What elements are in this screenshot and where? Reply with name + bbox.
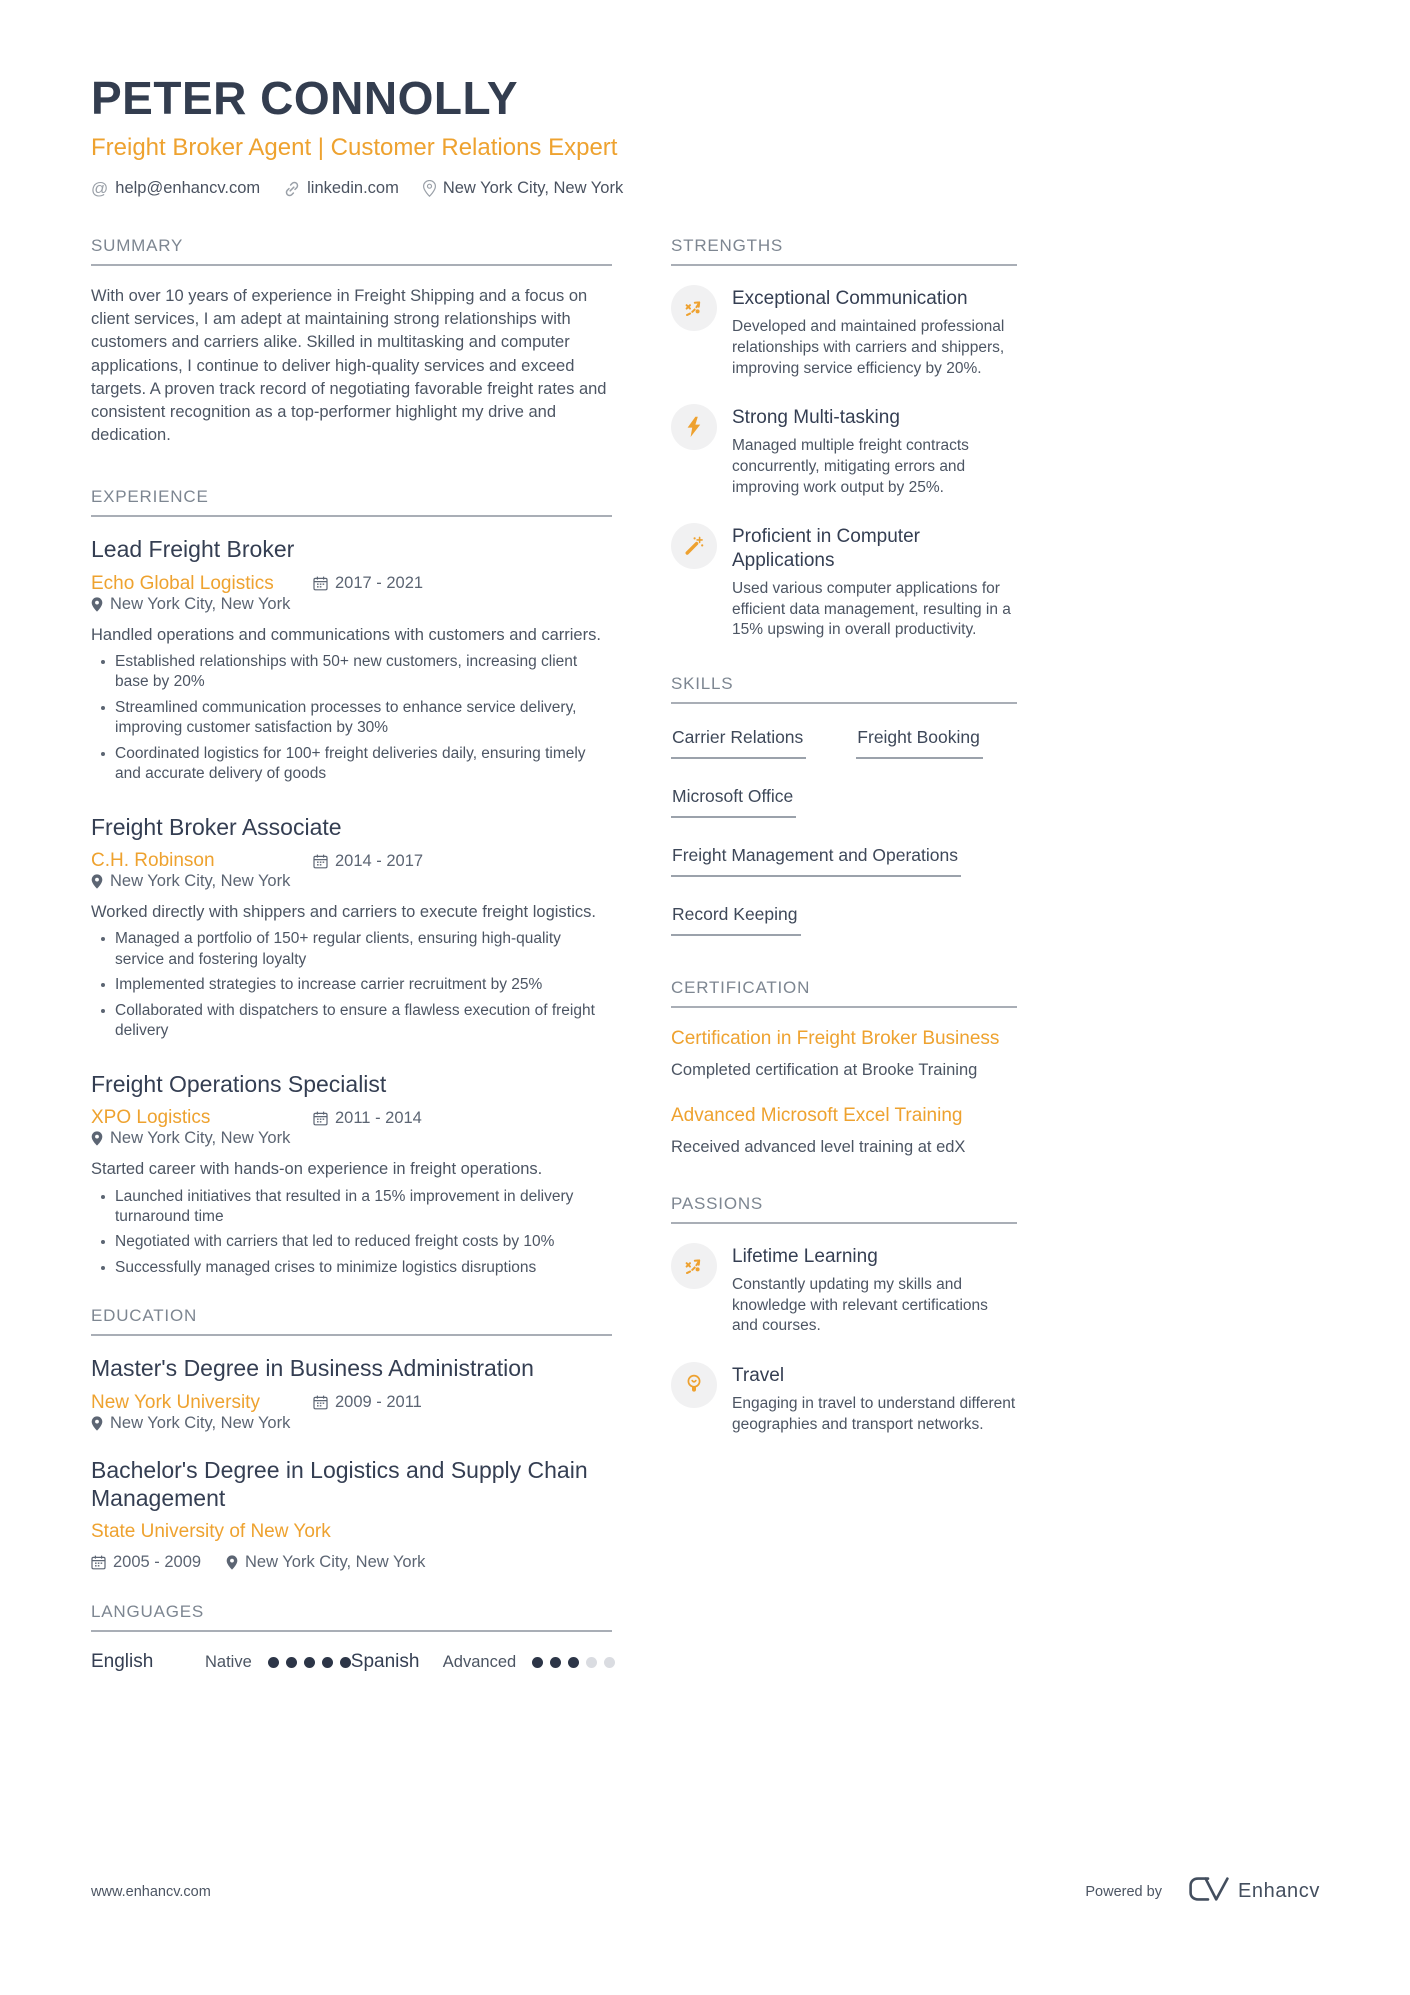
experience-meta-row <box>91 573 612 614</box>
strategy-icon <box>671 1243 717 1289</box>
bullet-item: Collaborated with dispatchers to ensure a flawless execution of freight delivery <box>91 1001 612 1042</box>
passion-text: Constantly updating my skills and knowledge with relevant certifications and courses. <box>732 1275 988 1335</box>
education-meta-row <box>91 1392 612 1433</box>
passions-heading: PASSIONS <box>671 1194 1017 1224</box>
education-degree: Master's Degree in Business Administration <box>91 1355 534 1382</box>
education-item <box>91 1355 612 1433</box>
certification-description: Completed certification at Brooke Training <box>671 1060 978 1079</box>
experience-location: New York City, New York <box>91 1129 290 1148</box>
education-degree: Bachelor's Degree in Logistics and Supply Chain Management <box>91 1456 588 1511</box>
experience-item <box>91 814 612 1042</box>
passion-title: Lifetime Learning <box>732 1246 878 1268</box>
calendar-icon <box>313 1395 328 1410</box>
skill-tag: Freight Management and Operations <box>671 845 961 877</box>
education-meta-row <box>91 1553 612 1572</box>
enhancv-logo[interactable] <box>1188 1876 1320 1907</box>
contact-location <box>423 179 623 198</box>
experience-company: Echo Global Logistics <box>91 572 274 594</box>
bullet-item: Launched initiatives that resulted in a 15% improvement in delivery turnaround time <box>91 1187 612 1228</box>
skills-heading: SKILLS <box>671 674 1017 704</box>
education-heading: EDUCATION <box>91 1306 612 1336</box>
passion-title: Travel <box>732 1365 785 1387</box>
skill-tag: Record Keeping <box>671 904 801 936</box>
link-icon <box>284 181 300 197</box>
summary-text: With over 10 years of experience in Freight Shipping and a focus on client services, I am adept at maintaining strong relationships with customers and carriers alike. Skilled in multitasking and computer applications, I continue to deliver high-quality services and exceed targets. A proven track record of negotiating favorable freight rates and consistent recognition as a top-performer highlight my drive and dedication. <box>91 287 607 444</box>
footer-website[interactable]: www.enhancv.com <box>91 1883 211 1900</box>
contact-link[interactable] <box>284 179 399 198</box>
experience-description: Worked directly with shippers and carriers to execute freight logistics. <box>91 903 596 922</box>
strategy-icon <box>671 285 717 331</box>
right-column <box>671 236 1017 1713</box>
bullet-marker <box>101 1195 105 1199</box>
strength-item <box>671 404 1017 498</box>
education-dates: 2009 - 2011 <box>313 1393 434 1412</box>
education-school: New York University <box>91 1391 260 1413</box>
language-level: Native <box>205 1652 252 1671</box>
experience-heading: EXPERIENCE <box>91 487 612 517</box>
education-school: State University of New York <box>91 1521 331 1543</box>
strength-item <box>671 523 1017 641</box>
strength-title: Proficient in Computer Applications <box>732 526 920 572</box>
passion-body <box>732 1243 1017 1337</box>
certification-title: Advanced Microsoft Excel Training <box>671 1105 963 1127</box>
strength-text: Developed and maintained professional relationships with carriers and shippers, improving service efficiency by 20%. <box>732 318 1005 377</box>
experience-description: Handled operations and communications with customers and carriers. <box>91 625 601 644</box>
passion-text: Engaging in travel to understand different geographies and transport networks. <box>732 1394 1016 1433</box>
certification-item <box>671 1027 1017 1081</box>
experience-job-title: Lead Freight Broker <box>91 535 295 562</box>
candidate-name: PETER CONNOLLY <box>91 72 519 124</box>
location-pin-icon <box>91 1416 103 1431</box>
location-pin-icon <box>91 597 103 612</box>
bullet-marker <box>101 983 105 987</box>
contact-link-text: linkedin.com <box>307 179 399 198</box>
bullet-marker <box>101 937 105 941</box>
language-proficiency-dots <box>532 1657 615 1668</box>
location-pin-icon <box>91 1131 103 1146</box>
experience-dates: 2017 - 2021 <box>313 574 434 593</box>
experience-meta-row <box>91 1107 612 1148</box>
strength-title: Strong Multi-tasking <box>732 407 900 429</box>
certification-section <box>671 978 1017 1158</box>
strength-title: Exceptional Communication <box>732 288 968 310</box>
bullet-marker <box>101 752 105 756</box>
strength-text: Used various computer applications for efficient data management, resulting in a 15% upswing in overall productivity. <box>732 579 1011 639</box>
enhancv-logo-text: Enhancv <box>1237 1880 1320 1902</box>
candidate-job-title: Freight Broker Agent | Customer Relations Expert <box>91 134 618 162</box>
experience-company: C.H. Robinson <box>91 850 215 872</box>
summary-section <box>91 236 612 447</box>
summary-heading: SUMMARY <box>91 236 612 266</box>
bullet-item: Negotiated with carriers that led to reduced freight costs by 10% <box>91 1232 612 1252</box>
certification-description: Received advanced level training at edX <box>671 1137 966 1156</box>
location-pin-icon <box>423 180 436 197</box>
strength-body <box>732 285 1017 379</box>
skills-list <box>671 723 1017 936</box>
languages-row <box>91 1651 612 1673</box>
bullet-marker <box>101 706 105 710</box>
experience-company: XPO Logistics <box>91 1107 211 1129</box>
language-item <box>351 1651 615 1673</box>
calendar-icon <box>313 854 328 869</box>
skill-tag: Microsoft Office <box>671 786 796 818</box>
experience-dates: 2014 - 2017 <box>313 852 434 871</box>
bullet-item: Streamlined communication processes to enhance service delivery, improving customer satisfaction by 30% <box>91 698 612 739</box>
passion-item <box>671 1243 1017 1337</box>
calendar-icon <box>313 576 328 591</box>
strengths-section <box>671 236 1017 641</box>
enhancv-logo-mark-icon <box>1188 1876 1230 1907</box>
experience-job-title: Freight Operations Specialist <box>91 1070 387 1097</box>
experience-section <box>91 487 612 1278</box>
content-columns <box>91 236 1320 1713</box>
experience-item <box>91 1071 612 1279</box>
contact-email-text: help@enhancv.com <box>115 179 261 198</box>
experience-bullets <box>91 929 612 1041</box>
bullet-marker <box>101 1009 105 1013</box>
experience-location: New York City, New York <box>91 595 290 614</box>
contact-row <box>91 179 1320 198</box>
education-dates: 2005 - 2009 <box>91 1553 212 1572</box>
footer-branding <box>1085 1876 1320 1907</box>
strength-body <box>732 523 1017 641</box>
experience-item <box>91 536 612 785</box>
experience-bullets <box>91 1187 612 1279</box>
strengths-heading: STRENGTHS <box>671 236 1017 266</box>
experience-meta-row <box>91 850 612 891</box>
bullet-marker <box>101 660 105 664</box>
certification-heading: CERTIFICATION <box>671 978 1017 1008</box>
certification-item <box>671 1104 1017 1158</box>
at-icon: @ <box>91 179 109 199</box>
languages-section <box>91 1602 612 1673</box>
contact-location-text: New York City, New York <box>442 179 624 198</box>
lightbulb-icon <box>671 1362 717 1408</box>
language-name: English <box>91 1651 154 1673</box>
resume-header <box>91 74 1320 198</box>
magic-wand-icon <box>671 523 717 569</box>
passion-item <box>671 1362 1017 1435</box>
strength-text: Managed multiple freight contracts concurrently, mitigating errors and improving work output by 25%. <box>732 437 969 496</box>
strength-item <box>671 285 1017 379</box>
passion-body <box>732 1362 1017 1435</box>
location-pin-icon <box>91 874 103 889</box>
bullet-item: Managed a portfolio of 150+ regular clients, ensuring high-quality service and fostering loyalty <box>91 929 612 970</box>
bullet-item: Successfully managed crises to minimize logistics disruptions <box>91 1258 612 1278</box>
bullet-item: Established relationships with 50+ new customers, increasing client base by 20% <box>91 652 612 693</box>
bullet-item: Implemented strategies to increase carrier recruitment by 25% <box>91 975 612 995</box>
experience-description: Started career with hands-on experience in freight operations. <box>91 1160 543 1179</box>
language-name: Spanish <box>350 1651 420 1673</box>
education-item <box>91 1457 612 1572</box>
language-item <box>91 1651 351 1673</box>
lightning-bolt-icon <box>671 404 717 450</box>
page-footer <box>91 1876 1320 1907</box>
strength-body <box>732 404 1017 498</box>
language-proficiency-dots <box>268 1657 351 1668</box>
language-level: Advanced <box>442 1652 517 1671</box>
education-location: New York City, New York <box>226 1553 425 1572</box>
skill-tag: Carrier Relations <box>671 727 806 759</box>
skill-tag: Freight Booking <box>856 727 983 759</box>
bullet-item: Coordinated logistics for 100+ freight deliveries daily, ensuring timely and accurate delivery of goods <box>91 744 612 785</box>
experience-job-title: Freight Broker Associate <box>91 813 342 840</box>
education-section <box>91 1306 612 1572</box>
skills-section <box>671 674 1017 936</box>
contact-email[interactable] <box>91 179 260 198</box>
bullet-marker <box>101 1266 105 1270</box>
powered-by-label: Powered by <box>1085 1883 1162 1900</box>
experience-location: New York City, New York <box>91 872 290 891</box>
location-pin-icon <box>226 1555 238 1570</box>
experience-bullets <box>91 652 612 785</box>
experience-dates: 2011 - 2014 <box>313 1109 434 1128</box>
calendar-icon <box>313 1111 328 1126</box>
left-column <box>91 236 612 1713</box>
languages-heading: LANGUAGES <box>91 1602 612 1632</box>
education-location: New York City, New York <box>91 1414 290 1433</box>
calendar-icon <box>91 1555 106 1570</box>
passions-section <box>671 1194 1017 1435</box>
bullet-marker <box>101 1240 105 1244</box>
certification-title: Certification in Freight Broker Business <box>671 1028 1000 1050</box>
